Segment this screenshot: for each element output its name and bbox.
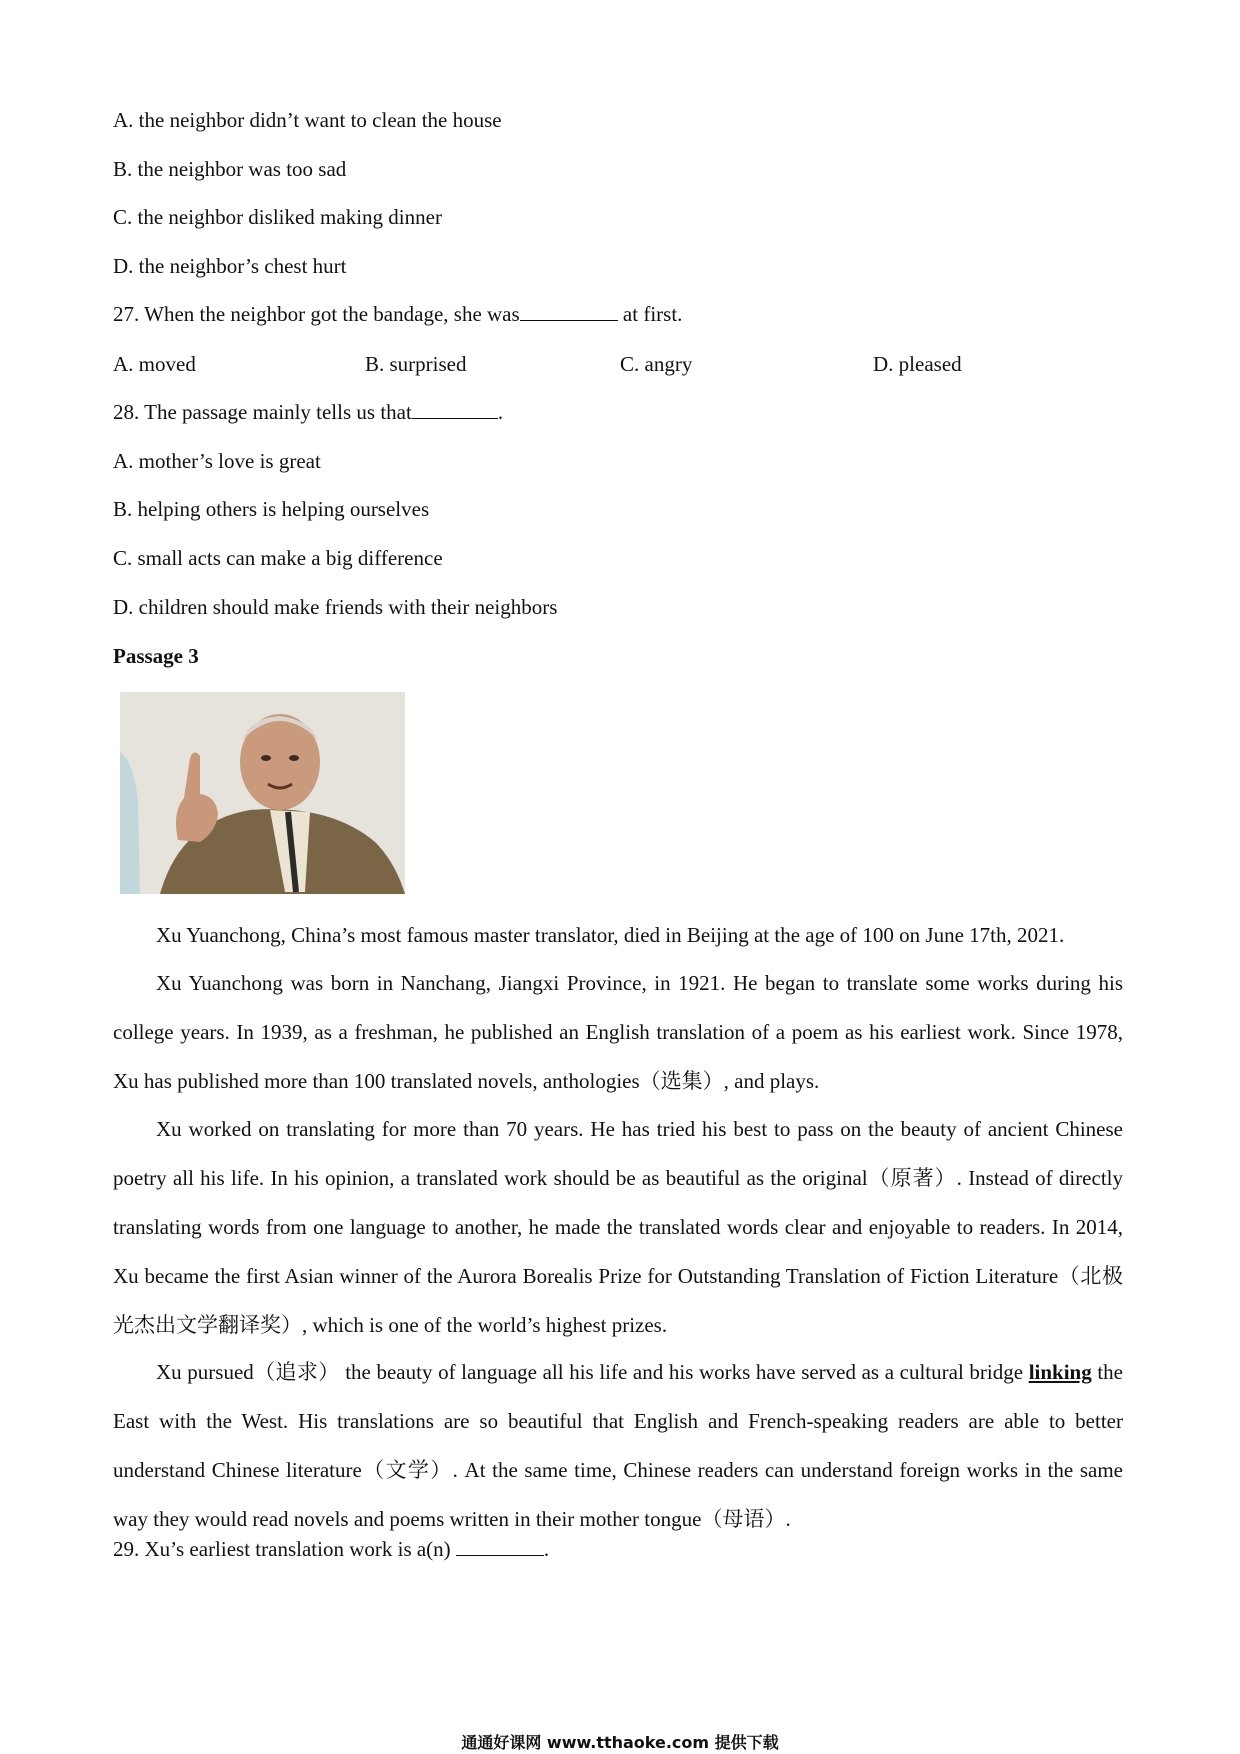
passage-paragraph-2: Xu Yuanchong was born in Nanchang, Jiangxi Province, in 1921. He began to translate some works during his college years. In 1939, as a freshman, he published an English translation of a poem as his earliest work. Since 1978, Xu has published more than 100 translated novels, anthologies（选集）, and plays. — [113, 971, 1123, 1093]
portrait-illustration — [120, 692, 405, 894]
q26-option-a: A. the neighbor didn’t want to clean the house — [113, 108, 502, 132]
q28-option-d: D. children should make friends with their neighbors — [113, 595, 558, 619]
q28-answer-blank — [412, 400, 498, 419]
q26-option-d: D. the neighbor’s chest hurt — [113, 254, 347, 278]
q27-answer-blank — [520, 302, 618, 321]
q28-option-b: B. helping others is helping ourselves — [113, 497, 430, 521]
q27-option-c: C. angry — [620, 352, 693, 376]
xu-yuanchong-photo — [120, 692, 405, 894]
q28-stem — [113, 398, 503, 426]
page-footer: 通通好课网 www.tthaoke.com 提供下载 — [461, 1733, 779, 1752]
passage-paragraph-4 — [113, 1348, 1123, 1544]
q28-option-a: A. mother’s love is great — [113, 449, 321, 473]
q29-answer-blank — [456, 1537, 544, 1556]
highlighted-word-linking: linking — [1028, 1360, 1092, 1384]
passage-paragraph-1: Xu Yuanchong, China’s most famous master translator, died in Beijing at the age of 100 on June 17th, 2021. — [156, 923, 1065, 947]
q26-option-b: B. the neighbor was too sad — [113, 157, 347, 181]
q28-option-c: C. small acts can make a big difference — [113, 546, 443, 570]
q28-stem-end: . — [497, 400, 504, 424]
passage-paragraph-3: Xu worked on translating for more than 70 years. He has tried his best to pass on the beauty of ancient Chinese poetry all his life. In his opinion, a translated work should be as beautiful as the original（原著）. Instead of directly translating words from one language to another, he made the translated words clear and enjoyable to readers. In 2014, Xu became the first Asian winner of the Aurora Borealis Prize for Outstanding Translation of Fiction Literature（北极光杰出文学翻译奖）, which is one of the world’s highest prizes. — [113, 1117, 1123, 1337]
q29-stem — [113, 1535, 549, 1563]
q26-option-c: C. the neighbor disliked making dinner — [113, 205, 442, 229]
q27-option-b: B. surprised — [365, 352, 467, 376]
q27-stem-end: at first. — [617, 302, 683, 326]
paragraph-4-text-end: the East with the West. His translations are so beautiful that English and French-speaking readers are able to better understand Chinese literature（文学）. At the same time, Chinese readers can understand foreign works in the same way they would read novels and poems written in their mother tongue（母语）. — [113, 1360, 1124, 1531]
q29-stem-end: . — [543, 1537, 550, 1561]
q29-stem-text: 29. Xu’s earliest translation work is a(n) — [113, 1537, 456, 1561]
q27-option-a: A. moved — [113, 352, 196, 376]
q27-stem-text: 27. When the neighbor got the bandage, she was — [113, 302, 520, 326]
paragraph-4-text-start: Xu pursued（追求） the beauty of language all his life and his works have served as a cultural bridge — [156, 1360, 1029, 1384]
q27-stem — [113, 300, 682, 328]
passage-3-heading: Passage 3 — [113, 644, 199, 668]
q27-option-d: D. pleased — [873, 352, 962, 376]
q28-stem-text: 28. The passage mainly tells us that — [113, 400, 412, 424]
